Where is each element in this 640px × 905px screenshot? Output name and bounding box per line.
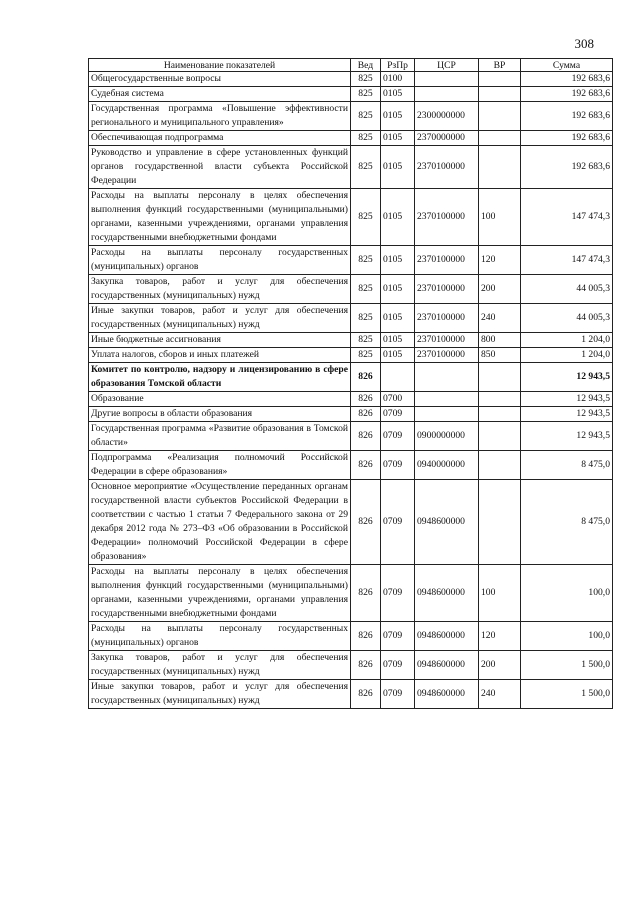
row-sum: 1 204,0 xyxy=(521,348,613,363)
row-vr xyxy=(479,407,521,422)
row-ved: 825 xyxy=(351,87,381,102)
row-name: Уплата налогов, сборов и иных платежей xyxy=(89,348,351,363)
row-rzpr: 0709 xyxy=(381,622,415,651)
row-name: Иные бюджетные ассигнования xyxy=(89,333,351,348)
row-rzpr xyxy=(381,363,415,392)
header-vr: ВР xyxy=(479,59,521,72)
row-ved: 826 xyxy=(351,565,381,622)
row-rzpr: 0105 xyxy=(381,275,415,304)
table-row xyxy=(89,565,613,622)
row-rzpr: 0105 xyxy=(381,146,415,189)
header-ved: Вед xyxy=(351,59,381,72)
row-ved: 825 xyxy=(351,333,381,348)
row-sum: 1 500,0 xyxy=(521,651,613,680)
row-ved: 826 xyxy=(351,422,381,451)
row-rzpr: 0105 xyxy=(381,87,415,102)
row-sum: 147 474,3 xyxy=(521,189,613,246)
table-body xyxy=(89,72,613,709)
row-name: Государственная программа «Повышение эффективности регионального и муниципального управления» xyxy=(89,102,351,131)
row-name: Образование xyxy=(89,392,351,407)
row-ved: 825 xyxy=(351,131,381,146)
table-row xyxy=(89,72,613,87)
row-csr: 0940000000 xyxy=(415,451,479,480)
row-csr: 2370000000 xyxy=(415,131,479,146)
row-name: Комитет по контролю, надзору и лицензированию в сфере образования Томской области xyxy=(89,363,351,392)
row-csr: 0948600000 xyxy=(415,622,479,651)
row-csr: 2370100000 xyxy=(415,348,479,363)
row-ved: 826 xyxy=(351,651,381,680)
row-name: Общегосударственные вопросы xyxy=(89,72,351,87)
table-row xyxy=(89,451,613,480)
row-name: Расходы на выплаты персоналу государственных (муниципальных) органов xyxy=(89,622,351,651)
row-rzpr: 0700 xyxy=(381,392,415,407)
table-row xyxy=(89,275,613,304)
row-ved: 825 xyxy=(351,102,381,131)
table-row xyxy=(89,680,613,709)
row-ved: 826 xyxy=(351,622,381,651)
row-sum: 1 500,0 xyxy=(521,680,613,709)
row-rzpr: 0709 xyxy=(381,565,415,622)
row-rzpr: 0100 xyxy=(381,72,415,87)
row-name: Закупка товаров, работ и услуг для обеспечения государственных (муниципальных) нужд xyxy=(89,275,351,304)
row-ved: 825 xyxy=(351,72,381,87)
row-name: Закупка товаров, работ и услуг для обеспечения государственных (муниципальных) нужд xyxy=(89,651,351,680)
row-vr xyxy=(479,363,521,392)
row-vr xyxy=(479,480,521,565)
row-vr xyxy=(479,422,521,451)
row-vr: 200 xyxy=(479,275,521,304)
row-ved: 826 xyxy=(351,392,381,407)
budget-table xyxy=(88,58,613,709)
row-ved: 825 xyxy=(351,304,381,333)
row-name: Руководство и управление в сфере установленных функций органов государственной власти субъекта Российской Федерации xyxy=(89,146,351,189)
row-rzpr: 0105 xyxy=(381,246,415,275)
table-row xyxy=(89,407,613,422)
row-sum: 44 005,3 xyxy=(521,275,613,304)
table-row xyxy=(89,622,613,651)
row-csr: 2370100000 xyxy=(415,333,479,348)
row-sum: 44 005,3 xyxy=(521,304,613,333)
row-name: Судебная система xyxy=(89,87,351,102)
row-csr: 0900000000 xyxy=(415,422,479,451)
row-vr: 200 xyxy=(479,651,521,680)
row-name: Расходы на выплаты персоналу в целях обеспечения выполнения функций государственными (муниципальными) органами, казенными учреждениями, органами управления государственными внебюджетными фондами xyxy=(89,189,351,246)
row-vr: 850 xyxy=(479,348,521,363)
header-rzpr: РзПр xyxy=(381,59,415,72)
row-name: Государственная программа «Развитие образования в Томской области» xyxy=(89,422,351,451)
row-ved: 826 xyxy=(351,451,381,480)
row-rzpr: 0709 xyxy=(381,407,415,422)
table-row xyxy=(89,651,613,680)
row-sum: 12 943,5 xyxy=(521,363,613,392)
row-vr: 240 xyxy=(479,680,521,709)
row-sum: 8 475,0 xyxy=(521,451,613,480)
header-csr: ЦСР xyxy=(415,59,479,72)
row-ved: 825 xyxy=(351,246,381,275)
row-csr xyxy=(415,363,479,392)
row-csr: 2370100000 xyxy=(415,304,479,333)
row-csr: 0948600000 xyxy=(415,565,479,622)
row-ved: 826 xyxy=(351,680,381,709)
table-header-row xyxy=(89,59,613,72)
row-name: Расходы на выплаты персоналу в целях обеспечения выполнения функций государственными (муниципальными) органами, казенными учреждениями, органами управления государственными внебюджетными фондами xyxy=(89,565,351,622)
header-sum: Сумма xyxy=(521,59,613,72)
row-vr xyxy=(479,392,521,407)
table-row xyxy=(89,304,613,333)
row-rzpr: 0709 xyxy=(381,480,415,565)
table-row xyxy=(89,333,613,348)
row-csr: 0948600000 xyxy=(415,480,479,565)
row-sum: 12 943,5 xyxy=(521,407,613,422)
row-csr xyxy=(415,72,479,87)
row-vr: 240 xyxy=(479,304,521,333)
row-sum: 1 204,0 xyxy=(521,333,613,348)
row-sum: 8 475,0 xyxy=(521,480,613,565)
row-csr: 2370100000 xyxy=(415,275,479,304)
row-vr xyxy=(479,131,521,146)
table-row xyxy=(89,102,613,131)
table-row xyxy=(89,422,613,451)
row-name: Иные закупки товаров, работ и услуг для обеспечения государственных (муниципальных) нужд xyxy=(89,304,351,333)
row-sum: 192 683,6 xyxy=(521,131,613,146)
row-csr: 0948600000 xyxy=(415,651,479,680)
row-csr: 2370100000 xyxy=(415,189,479,246)
row-name: Основное мероприятие «Осуществление переданных органам государственной власти субъектов Российской Федерации в соответствии с частью 1 статьи 7 Федерального закона от 29 декабря 2012 года № 273–ФЗ «Об образовании в Российской Федерации» полномочий Российской Федерации в сфере образования» xyxy=(89,480,351,565)
row-ved: 826 xyxy=(351,407,381,422)
row-csr: 2300000000 xyxy=(415,102,479,131)
row-vr: 100 xyxy=(479,189,521,246)
table-row xyxy=(89,146,613,189)
row-ved: 825 xyxy=(351,189,381,246)
row-rzpr: 0105 xyxy=(381,131,415,146)
row-rzpr: 0105 xyxy=(381,189,415,246)
row-sum: 12 943,5 xyxy=(521,392,613,407)
row-name: Подпрограмма «Реализация полномочий Российской Федерации в сфере образования» xyxy=(89,451,351,480)
row-csr: 0948600000 xyxy=(415,680,479,709)
page-number: 308 xyxy=(574,36,594,51)
row-ved: 826 xyxy=(351,480,381,565)
row-vr: 800 xyxy=(479,333,521,348)
row-name: Другие вопросы в области образования xyxy=(89,407,351,422)
table-row xyxy=(89,246,613,275)
table-row xyxy=(89,392,613,407)
row-rzpr: 0105 xyxy=(381,333,415,348)
row-rzpr: 0709 xyxy=(381,680,415,709)
row-ved: 825 xyxy=(351,275,381,304)
row-sum: 192 683,6 xyxy=(521,87,613,102)
row-rzpr: 0709 xyxy=(381,651,415,680)
row-rzpr: 0105 xyxy=(381,348,415,363)
row-vr xyxy=(479,87,521,102)
row-ved: 825 xyxy=(351,146,381,189)
row-csr xyxy=(415,407,479,422)
row-sum: 100,0 xyxy=(521,622,613,651)
row-csr xyxy=(415,392,479,407)
table-row xyxy=(89,348,613,363)
row-name: Обеспечивающая подпрограмма xyxy=(89,131,351,146)
table-row xyxy=(89,480,613,565)
row-vr: 100 xyxy=(479,565,521,622)
row-sum: 192 683,6 xyxy=(521,102,613,131)
row-vr: 120 xyxy=(479,246,521,275)
row-sum: 192 683,6 xyxy=(521,72,613,87)
row-vr xyxy=(479,146,521,189)
row-name: Расходы на выплаты персоналу государственных (муниципальных) органов xyxy=(89,246,351,275)
row-rzpr: 0105 xyxy=(381,304,415,333)
table-row xyxy=(89,189,613,246)
row-rzpr: 0105 xyxy=(381,102,415,131)
row-vr xyxy=(479,102,521,131)
row-vr xyxy=(479,72,521,87)
row-sum: 147 474,3 xyxy=(521,246,613,275)
row-sum: 192 683,6 xyxy=(521,146,613,189)
row-ved: 826 xyxy=(351,363,381,392)
row-csr: 2370100000 xyxy=(415,246,479,275)
row-vr xyxy=(479,451,521,480)
row-sum: 100,0 xyxy=(521,565,613,622)
row-name: Иные закупки товаров, работ и услуг для обеспечения государственных (муниципальных) нужд xyxy=(89,680,351,709)
header-name: Наименование показателей xyxy=(89,59,351,72)
row-csr xyxy=(415,87,479,102)
row-rzpr: 0709 xyxy=(381,451,415,480)
table-row xyxy=(89,87,613,102)
table-row xyxy=(89,363,613,392)
row-rzpr: 0709 xyxy=(381,422,415,451)
table-row xyxy=(89,131,613,146)
row-ved: 825 xyxy=(351,348,381,363)
row-vr: 120 xyxy=(479,622,521,651)
row-csr: 2370100000 xyxy=(415,146,479,189)
row-sum: 12 943,5 xyxy=(521,422,613,451)
